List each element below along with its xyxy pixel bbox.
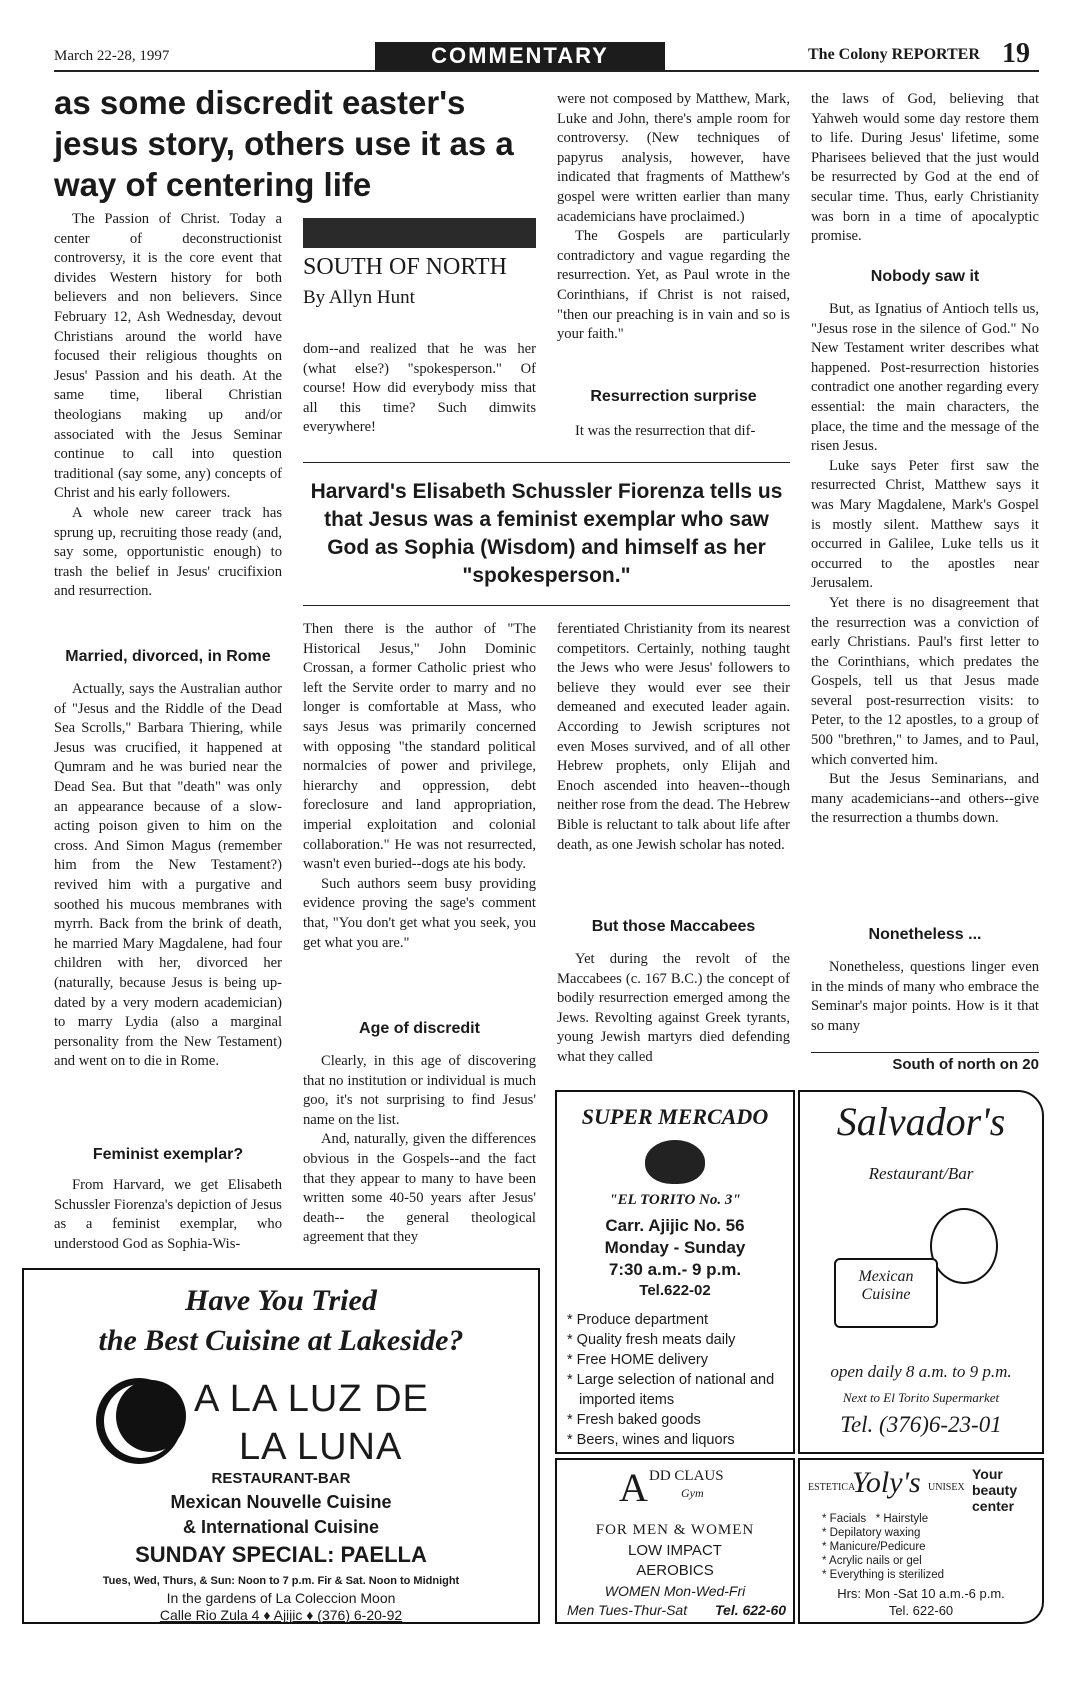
paragraph: dom--and realized that he was her (what else?) "spokesperson." Of course! How did everybody miss that all this time? Such dimwits everywhere! — [303, 341, 536, 436]
salon-tag: Your beauty center — [972, 1466, 1018, 1514]
cuisine-line: Mexican Nouvelle Cuisine — [170, 1492, 392, 1512]
paragraph: It was the resurrection that dif- — [575, 423, 756, 439]
col3-top-end — [557, 422, 790, 442]
special: SUNDAY SPECIAL: PAELLA — [135, 1542, 427, 1567]
gym-men: Men Tues-Thur-Sat — [567, 1602, 688, 1618]
paragraph: Actually, says the Australian author of "Jesus and the Riddle of the Dead Sea Scrolls," Barbara Thiering, while Jesus was crucified, it happened at Qumram and he was buried near the Dead Sea. But that "death" was only an appearance because of a slow-acting poison given to him on the cross. And Simon Magus (remember him from the New Testament?) revived him with a purgative and soothed his mucous membranes with myrrh. Back from the brink of death, he married Mary Magdalene, had four children with her, divorced her (naturally, because Jesus is being up-dated by a very modern academician) to marry Lydia (also a marginal personality from the New Testament) and went on to die in Rome. — [54, 681, 282, 1070]
store-sub: "EL TORITO No. 3" — [609, 1192, 741, 1208]
col3-bottom — [557, 620, 790, 855]
hours: open daily 8 a.m. to 9 p.m. — [830, 1362, 1012, 1381]
ad-add-claus — [555, 1458, 795, 1624]
paragraph: The Passion of Christ. Today a center of deconstructionist controversy, it is the core event that divides Western history for both believers and non believers. Since February 12, Ash Wednesday, devout Christians around the world have focused their religious thoughts on Jesus' Passion and his death. At the same time, liberal Christian theologians making up and/or associated with the Jesus Seminar continue to call into question traditional (say some, any) concepts of Christ and his early followers. — [54, 211, 282, 502]
restaurant-name: A LA LUZ DE — [194, 1378, 429, 1420]
jump-line: South of north on 20 — [892, 1056, 1039, 1073]
list-item: * Large selection of national and imported items — [567, 1372, 775, 1408]
ad-line: the Best Cuisine at Lakeside? — [98, 1324, 464, 1357]
col4-bottom — [811, 958, 1039, 1036]
services-list — [822, 1512, 1042, 1582]
ad-line: Have You Tried — [185, 1284, 377, 1317]
store-address: Carr. Ajijic No. 56 — [605, 1216, 745, 1235]
col2-bottom-end — [303, 1052, 536, 1248]
restaurant-name: LA LUNA — [239, 1426, 403, 1468]
list-item: * Depilatory waxing — [822, 1527, 921, 1539]
paragraph: Yet there is no disagreement that the resurrection was a conviction of early Christians. Paul's first letter to the Corinthians, which predates the Gospels, tell us that Jesus made several post-resurrection visits: to Peter, to the 12 apostles, to a group of 500 "brethren," to James, and to Paul, which converted him. — [811, 594, 1039, 768]
paragraph: Then there is the author of "The Historical Jesus," John Dominic Crossan, a former Catholic priest who left the Servite order to marry and no longer is comfortable at Mass, who says Jesus was primarily concerned with opposing "the standard political normalcies of power and privilege, hierarchy and oppression, debt foreclosure and land appropriation, imperial exploitation and colonial collaboration." He was not resurrected, wasn't even buried--dogs ate his body. — [303, 621, 536, 873]
store-days: Monday - Sunday — [604, 1238, 746, 1257]
paragraph: From Harvard, we get Elisabeth Schussler Fiorenza's depiction of Jesus as a feminist exemplar, who understood God as Sophia-Wis- — [54, 1177, 282, 1252]
gym-logo-sub: Gym — [681, 1486, 704, 1500]
chef-icon — [930, 1208, 998, 1284]
bull-icon — [645, 1140, 705, 1184]
list-item: * Fresh baked goods — [567, 1412, 701, 1428]
list-item: * Manicure/Pedicure — [822, 1541, 926, 1553]
subhead-nobody: Nobody saw it — [870, 268, 980, 285]
store-hours: 7:30 a.m.- 9 p.m. — [608, 1260, 742, 1279]
gym-logo: DD CLAUS — [649, 1468, 724, 1484]
list-item: * Quality fresh meats daily — [567, 1332, 736, 1348]
paragraph: were not composed by Matthew, Mark, Luke and John, there's ample room for controversy. (New techniques of papyrus analysis, however, have indicated that fragments of Matthew's gospel were written earlier than many academicians have proclaimed.) — [557, 91, 790, 225]
subhead-feminist: Feminist exemplar? — [92, 1146, 244, 1163]
salon-name: Yoly's — [852, 1466, 921, 1499]
store-tel: Tel.622-02 — [639, 1282, 711, 1299]
gym-line: AEROBICS — [636, 1562, 714, 1579]
gym-line: FOR MEN & WOMEN — [595, 1522, 755, 1538]
pull-quote: Harvard's Elisabeth Schussler Fiorenza tells us that Jesus was a feminist exemplar who saw God as Sophia (Wisdom) and himself as her "spokesperson." — [310, 480, 783, 587]
col1-top — [54, 210, 282, 602]
list-item: * Free HOME delivery — [567, 1352, 709, 1368]
subhead-maccabees: But those Maccabees — [591, 918, 756, 935]
paper-name: The Colony REPORTER — [808, 46, 980, 63]
paragraph: The Gospels are particularly contradictory and vague regarding the resurrection. Yet, as Paul wrote in the Corinthians, if Christ is not raised, "then our preaching is in vain and so is your faith." — [557, 228, 790, 343]
column-name: SOUTH OF NORTH — [303, 254, 507, 280]
location: Next to El Torito Supermarket — [842, 1390, 1000, 1405]
paragraph: ferentiated Christianity from its nearest competitors. Certainly, nothing taught the Jews who were Jesus' followers to believe they would ever see their demeaned and executed leader again. According to Jewish scriptures not even Moses survived, and of all other Hebrew prophets, only Elijah and Enoch ascended into heaven--though neither rose from the dead. The Hebrew Bible is reluctant to talk about life after death, as one Jewish scholar has noted. — [557, 621, 790, 853]
col4-mid — [811, 300, 1039, 829]
salon-left: ESTETICA — [808, 1482, 856, 1493]
location: In the gardens of La Coleccion Moon — [166, 1590, 396, 1606]
gym-tel: Tel. 622-60 — [715, 1602, 787, 1618]
headline: as some discredit easter's jesus story, others use it as a way of centering life — [54, 84, 514, 203]
paragraph: Yet during the revolt of the Maccabees (c. 167 B.C.) the concept of bodily resurrection emerged among the Jews. Revolting against Greek tyrants, young Jewish martyrs died defending what they called — [557, 951, 790, 1065]
col2-top — [303, 340, 536, 438]
col3-bottom-end — [557, 950, 790, 1068]
list-item: * Everything is sterilized — [822, 1569, 945, 1581]
hours: Tues, Wed, Thurs, & Sun: Noon to 7 p.m. Fir & Sat. Noon to Midnight — [102, 1575, 460, 1587]
salon-right: UNISEX — [928, 1482, 965, 1493]
page-number: 19 — [1002, 38, 1030, 69]
telephone: Tel. (376)6-23-01 — [840, 1412, 1002, 1437]
byline-bar — [303, 218, 536, 248]
salon-hours: Hrs: Mon -Sat 10 a.m.-6 p.m. — [837, 1586, 1005, 1601]
ad-la-luna — [22, 1268, 540, 1624]
paragraph: the laws of God, believing that Yahweh would some day restore them to life. During Jesus' lifetime, some Pharisees believed that the just would be resurrected by God at the end of secular time. Thus, early Christianity was born in a time of apocalyptic promise. — [811, 91, 1039, 245]
col1-bottom — [54, 1176, 282, 1254]
byline-author: By Allyn Hunt — [303, 287, 415, 308]
paragraph: Luke says Peter first saw the resurrected Christ, Matthew says it was Mary Magdalene, Mark's Gospel is mostly silent. Matthew says it occurred in Galilee, Luke tells us it occurred to the apostles near Jerusalem. — [811, 457, 1039, 592]
ad-salvadors — [798, 1090, 1044, 1454]
paragraph: And, naturally, given the differences obvious in the Gospels--and the fact that they appear to many to have been written some 40-50 years after Jesus' death-- the general theological agreement that they — [303, 1131, 536, 1246]
col4-top — [811, 90, 1039, 247]
list-item: * Facials * Hairstyle — [822, 1513, 929, 1525]
list-item: * Acrylic nails or gel — [822, 1555, 922, 1567]
restaurant-name: Salvador's — [836, 1099, 1006, 1144]
restaurant-type: Restaurant/Bar — [868, 1164, 974, 1183]
issue-date: March 22-28, 1997 — [54, 48, 170, 64]
paragraph: Nonetheless, questions linger even in the minds of many who embrace the Seminar's major points. How is it that so many — [811, 959, 1039, 1034]
section-banner: COMMENTARY — [375, 42, 665, 70]
store-items — [567, 1310, 789, 1450]
paragraph: Clearly, in this age of discovering that no institution or individual is much goo, it's not surprising to find Jesus' name on the list. — [303, 1053, 536, 1128]
list-item: * Beers, wines and liquors — [567, 1432, 735, 1448]
subhead-married: Married, divorced, in Rome — [65, 648, 271, 665]
list-item: * Produce department — [567, 1312, 709, 1328]
paragraph: But the Jesus Seminarians, and many academicians--and others--give the resurrection a thumbs down. — [811, 771, 1039, 827]
restaurant-type: RESTAURANT-BAR — [211, 1470, 351, 1487]
subhead-age: Age of discredit — [359, 1020, 480, 1037]
salon-tel: Tel. 622-60 — [888, 1603, 954, 1618]
moon-icon — [96, 1378, 182, 1464]
ad-super-mercado — [555, 1090, 795, 1454]
cuisine-line: & International Cuisine — [182, 1517, 380, 1537]
col1-mid — [54, 680, 282, 1072]
subhead-nonetheless: Nonetheless ... — [868, 926, 982, 943]
paragraph: A whole new career track has sprung up, recruiting those ready (and, say some, opportunistic enough) to trash the belief in Jesus' crucifixion and resurrection. — [54, 504, 282, 600]
menu-sign: Mexican Cuisine — [834, 1258, 938, 1328]
gym-women: WOMEN Mon-Wed-Fri — [604, 1583, 746, 1599]
col3-top — [557, 90, 790, 345]
col2-bottom — [303, 620, 536, 953]
paragraph: But, as Ignatius of Antioch tells us, "Jesus rose in the silence of God." No New Testament writer describes what happened. Post-resurrection histories contradict one another regarding every essential: the main characters, the place, the time and the message of the risen Jesus. — [811, 301, 1039, 455]
address: Calle Rio Zula 4 ♦ Ajijic ♦ (376) 6-20-92 — [159, 1607, 403, 1623]
ad-yolys — [798, 1458, 1044, 1624]
paragraph: Such authors seem busy providing evidence proving the sage's comment that, "You don't get what you seek, you get what you are." — [303, 875, 536, 951]
gym-logo-letter: A — [619, 1465, 648, 1510]
gym-line: LOW IMPACT — [628, 1542, 722, 1559]
store-name: SUPER MERCADO — [581, 1104, 769, 1129]
subhead-resurrection: Resurrection surprise — [590, 388, 757, 405]
